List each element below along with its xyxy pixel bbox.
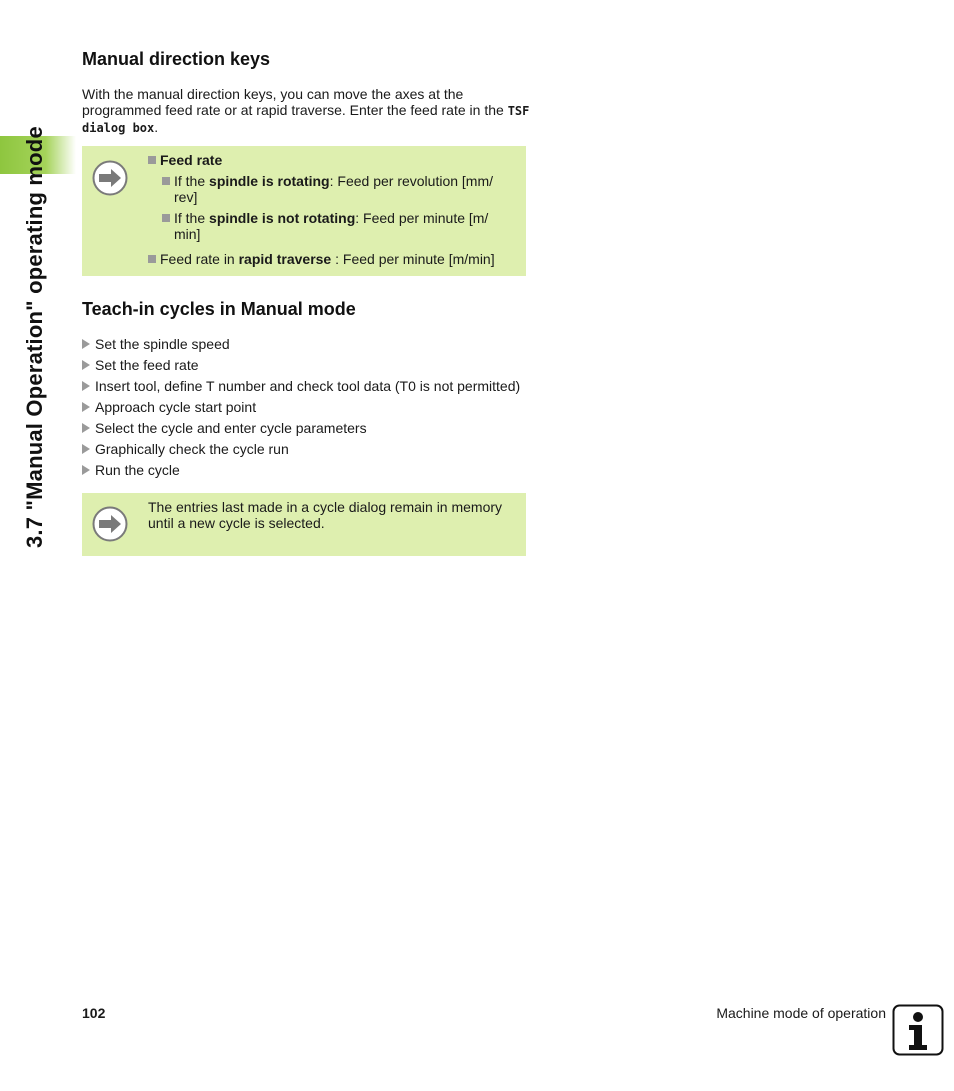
tsf-dialog-box-code: TSF dialog box <box>82 104 530 135</box>
text: : Feed per minute [m/ min] <box>174 210 489 242</box>
triangle-bullet-icon <box>82 381 90 391</box>
triangle-bullet-icon <box>82 423 90 433</box>
text: Feed rate in <box>160 251 239 267</box>
bullet-square-icon <box>162 214 170 222</box>
note-box-cycle-memory <box>82 493 526 556</box>
list-item <box>82 378 542 399</box>
step-text: Set the feed rate <box>95 357 199 373</box>
step-text: Set the spindle speed <box>95 336 230 352</box>
step-text: Graphically check the cycle run <box>95 441 289 457</box>
arrow-right-icon <box>92 160 128 196</box>
bullet-square-icon <box>148 255 156 263</box>
note-text: The entries last made in a cycle dialog remain in memory until a new cycle is selected. <box>148 499 503 531</box>
list-item <box>82 336 542 357</box>
intro-paragraph <box>82 86 532 136</box>
text: If the <box>174 210 210 226</box>
intro-text: With the manual direction keys, you can move the axes at the programmed feed rate or at rapid traverse. Enter the feed rate in the <box>82 86 508 118</box>
bold-text: spindle is rotating <box>209 173 330 189</box>
text: If the <box>174 173 210 189</box>
step-text: Approach cycle start point <box>95 399 257 415</box>
steps-list <box>82 336 542 483</box>
list-item-spindle-rotating <box>162 173 518 205</box>
footer-section-name: Machine mode of operation <box>716 1005 886 1021</box>
triangle-bullet-icon <box>82 339 90 349</box>
bullet-square-icon <box>162 177 170 185</box>
intro-text-end: . <box>154 119 159 135</box>
triangle-bullet-icon <box>82 402 90 412</box>
step-text: Select the cycle and enter cycle parameters <box>95 420 367 436</box>
arrow-right-icon <box>92 506 128 542</box>
text: : Feed per revolution [mm/ rev] <box>174 173 494 205</box>
note-box-feed-rate <box>82 146 526 276</box>
info-icon <box>892 1004 944 1056</box>
section-heading-teach-in-cycles: Teach-in cycles in Manual mode <box>82 299 356 319</box>
list-item <box>82 399 542 420</box>
list-item <box>82 420 542 441</box>
triangle-bullet-icon <box>82 444 90 454</box>
list-item-spindle-not-rotating <box>162 210 518 242</box>
page-number: 102 <box>82 1005 106 1021</box>
list-item <box>82 357 542 378</box>
bullet-square-icon <box>148 156 156 164</box>
step-text: Run the cycle <box>95 462 180 478</box>
triangle-bullet-icon <box>82 360 90 370</box>
bold-text: spindle is not rotating <box>209 210 356 226</box>
feed-rate-label: Feed rate <box>160 152 223 168</box>
list-item <box>82 462 542 483</box>
section-heading-manual-direction-keys: Manual direction keys <box>82 49 271 69</box>
step-text: Insert tool, define T number and check tool data (T0 is not permitted) <box>95 378 521 394</box>
text: : Feed per minute [m/min] <box>331 251 495 267</box>
chapter-title: 3.7 "Manual Operation" operating mode <box>22 126 47 548</box>
triangle-bullet-icon <box>82 465 90 475</box>
list-item-feed-rate <box>148 152 222 168</box>
list-item-rapid-traverse <box>148 251 495 267</box>
bold-text: rapid traverse <box>238 251 332 267</box>
list-item <box>82 441 542 462</box>
